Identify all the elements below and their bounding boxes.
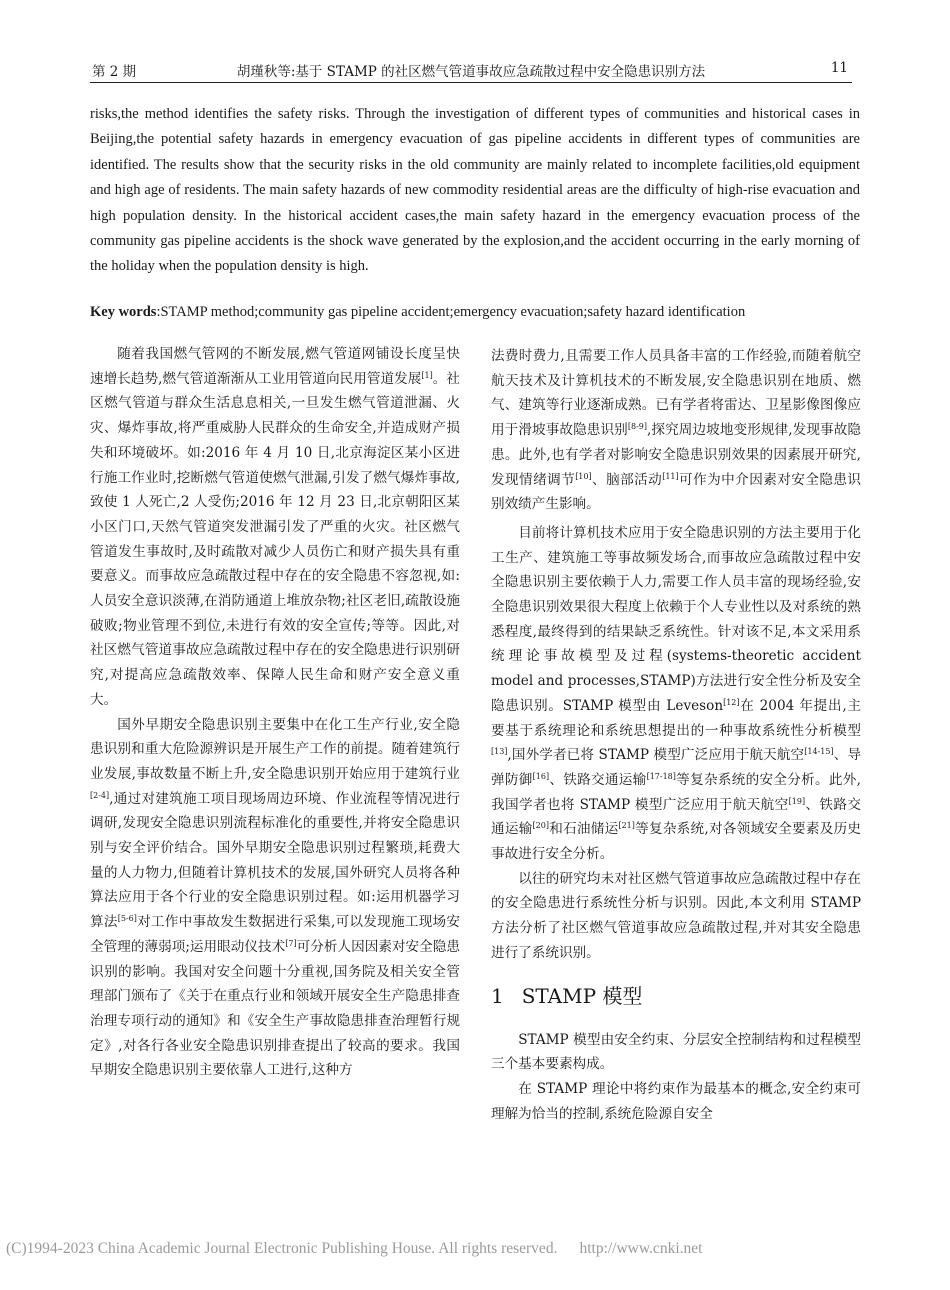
citation: [8-9] [627,422,647,432]
citation: [16] [532,771,550,781]
section-heading [491,982,861,1010]
keywords [90,300,860,324]
page-header [90,56,852,83]
citation: [11] [662,471,679,481]
paragraph: 国外早期安全隐患识别主要集中在化工生产行业,安全隐患识别和重大危险源辨识是开展生产工作的前提。随着建筑行业发展,事故数量不断上升,安全隐患识别开始应用于建筑行业[2-4],通过对建筑施工项目现场周边环境、作业流程等情况进行调研,发现安全隐患识别流程标准化的重要性,并将安全隐患识别与安全评价结合。国外早期安全隐患识别过程繁琐,耗费大量的人力物力,但随着计算机技术的发展,国外研究人员将各种算法应用于各个行业的安全隐患识别过程。如:运用机器学习算法[5-6]对工作中事故发生数据进行采集,可以发现施工现场安全管理的薄弱项;运用眼动仪技术[7]可分析人因因素对安全隐患识别的影响。我国对安全问题十分重视,国务院及相关安全管理部门颁布了《关于在重点行业和领域开展安全生产隐患排查治理专项行动的通知》和《安全生产事故隐患排查治理暂行规定》,对各行各业安全隐患识别排查提出了较高的要求。我国早期安全隐患识别主要依靠人工进行,这种方 [90,716,460,1079]
citation: [12] [723,697,740,707]
body-column-right [491,344,861,1126]
citation: [2-4] [90,790,110,800]
paragraph: 在 STAMP 理论中将约束作为最基本的概念,安全约束可理解为恰当的控制,系统危险源自安全 [491,1080,861,1122]
citation: [21] [618,821,635,831]
citation: [20] [532,821,549,831]
paragraph: 目前将计算机技术应用于安全隐患识别的方法主要用于化工生产、建筑施工等事故频发场合,而事故应急疏散过程中安全隐患识别主要依赖于人力,需要工作人员丰富的现场经验,安全隐患识别效果很大程度上依赖于个人专业性以及对系统的熟悉程度,最终得到的结果缺乏系统性。针对该不足,本文采用系统理论事故模型及过程(systems-theoretic accident model and processes,STAMP)方法进行安全性分析及安全隐患识别。STAMP 模型由 Leveson[12]在 2004 年提出,主要基于系统理论和系统思想提出的一种事故系统性分析模型[13],国外学者已将 STAMP 模型广泛应用于航天航空[14-15]、导弹防御[16]、铁路交通运输[17-18]等复杂系统的安全分析。此外,我国学者也将 STAMP 模型广泛应用于航天航空[19]、铁路交通运输[20]和石油储运[21]等复杂系统,对各领域安全要素及历史事故进行安全分析。 [491,524,862,863]
body-column-left [90,342,460,1083]
section-number: 1 [491,983,504,1008]
citation: [19] [788,796,806,806]
citation: [14-15] [804,747,834,757]
paragraph: STAMP 模型由安全约束、分层安全控制结构和过程模型三个基本要素构成。 [491,1031,861,1073]
citation: [10] [575,471,592,481]
copyright-footer [6,1240,946,1258]
page-number: 11 [830,60,848,76]
running-title: 胡瑾秋等:基于 STAMP 的社区燃气管道事故应急疏散过程中安全隐患识别方法 [236,64,706,80]
footer-url: http://www.cnki.net [579,1240,703,1257]
paragraph: 随着我国燃气管网的不断发展,燃气管道网铺设长度呈快速增长趋势,燃气管道渐渐从工业用管道向民用管道发展[1]。社区燃气管道与群众生活息息相关,一旦发生燃气管道泄漏、火灾、爆炸事故,将严重威胁人民群众的生命安全,并造成财产损失和环境破坏。如:2016 年 4 月 10 日,北京海淀区某小区进行施工作业时,挖断燃气管道使燃气泄漏,引发了燃气爆炸事故,致使 1 人死亡,2 人受伤;2016 年 12 月 23 日,北京朝阳区某小区门口,天然气管道突发泄漏引发了严重的火灾。社区燃气管道发生事故时,及时疏散对减少人员伤亡和财产损失具有重要意义。而事故应急疏散过程中存在的安全隐患不容忽视,如:人员安全意识淡薄,在消防通道上堆放杂物;社区老旧,疏散设施破败;物业管理不到位,未进行有效的安全宣传;等等。因此,对社区燃气管道事故应急疏散过程中存在的安全隐患进行识别研究,对提高应急疏散效率、保障人民生命和财产安全意义重大。 [90,346,461,708]
keywords-label: Key words [90,304,157,320]
keywords-text: :STAMP method;community gas pipeline accident;emergency evacuation;safety hazard identification [156,304,746,320]
issue-number: 第 2 期 [92,64,137,80]
copyright-text: (C)1994-2023 China Academic Journal Electronic Publishing House. All rights reserved. [6,1240,558,1257]
citation: [13] [491,747,508,757]
paragraph: 法费时费力,且需要工作人员具备丰富的工作经验,而随着航空航天技术及计算机技术的不断发展,安全隐患识别在地质、燃气、建筑等行业逐渐成熟。已有学者将雷达、卫星影像图像应用于滑坡事故隐患识别[8-9],探究周边坡地变形规律,发现事故隐患。此外,也有学者对影响安全隐患识别效果的因素展开研究,发现情绪调节[10]、脑部活动[11]可作为中介因素对安全隐患识别效绩产生影响。 [491,348,862,513]
citation: [7] [285,938,297,948]
section-title: STAMP 模型 [521,983,643,1008]
citation: [17-18] [646,771,676,781]
paragraph: 以往的研究均未对社区燃气管道事故应急疏散过程中存在的安全隐患进行系统性分析与识别。因此,本文利用 STAMP 方法分析了社区燃气管道事故应急疏散过程,并对其安全隐患进行了系统识别。 [491,870,861,961]
citation: [1] [421,370,433,380]
abstract-continued: risks,the method identifies the safety risks. Through the investigation of different types of communities and historical cases in Beijing,the potential safety hazards in emergency evacuation of gas pipeline accidents in different types of communities are identified. The results show that the security risks in the old community are mainly related to incomplete facilities,old equipment and high age of residents. The main safety hazards of new commodity residential areas are the difficulty of high-rise evacuation and high population density. In the historical accident cases,the main safety hazard in the emergency evacuation process of the community gas pipeline accidents is the shock wave generated by the explosion,and the accident occurring in the early morning of the holiday when the population density is high. [90,106,860,275]
citation: [5-6] [117,914,137,924]
